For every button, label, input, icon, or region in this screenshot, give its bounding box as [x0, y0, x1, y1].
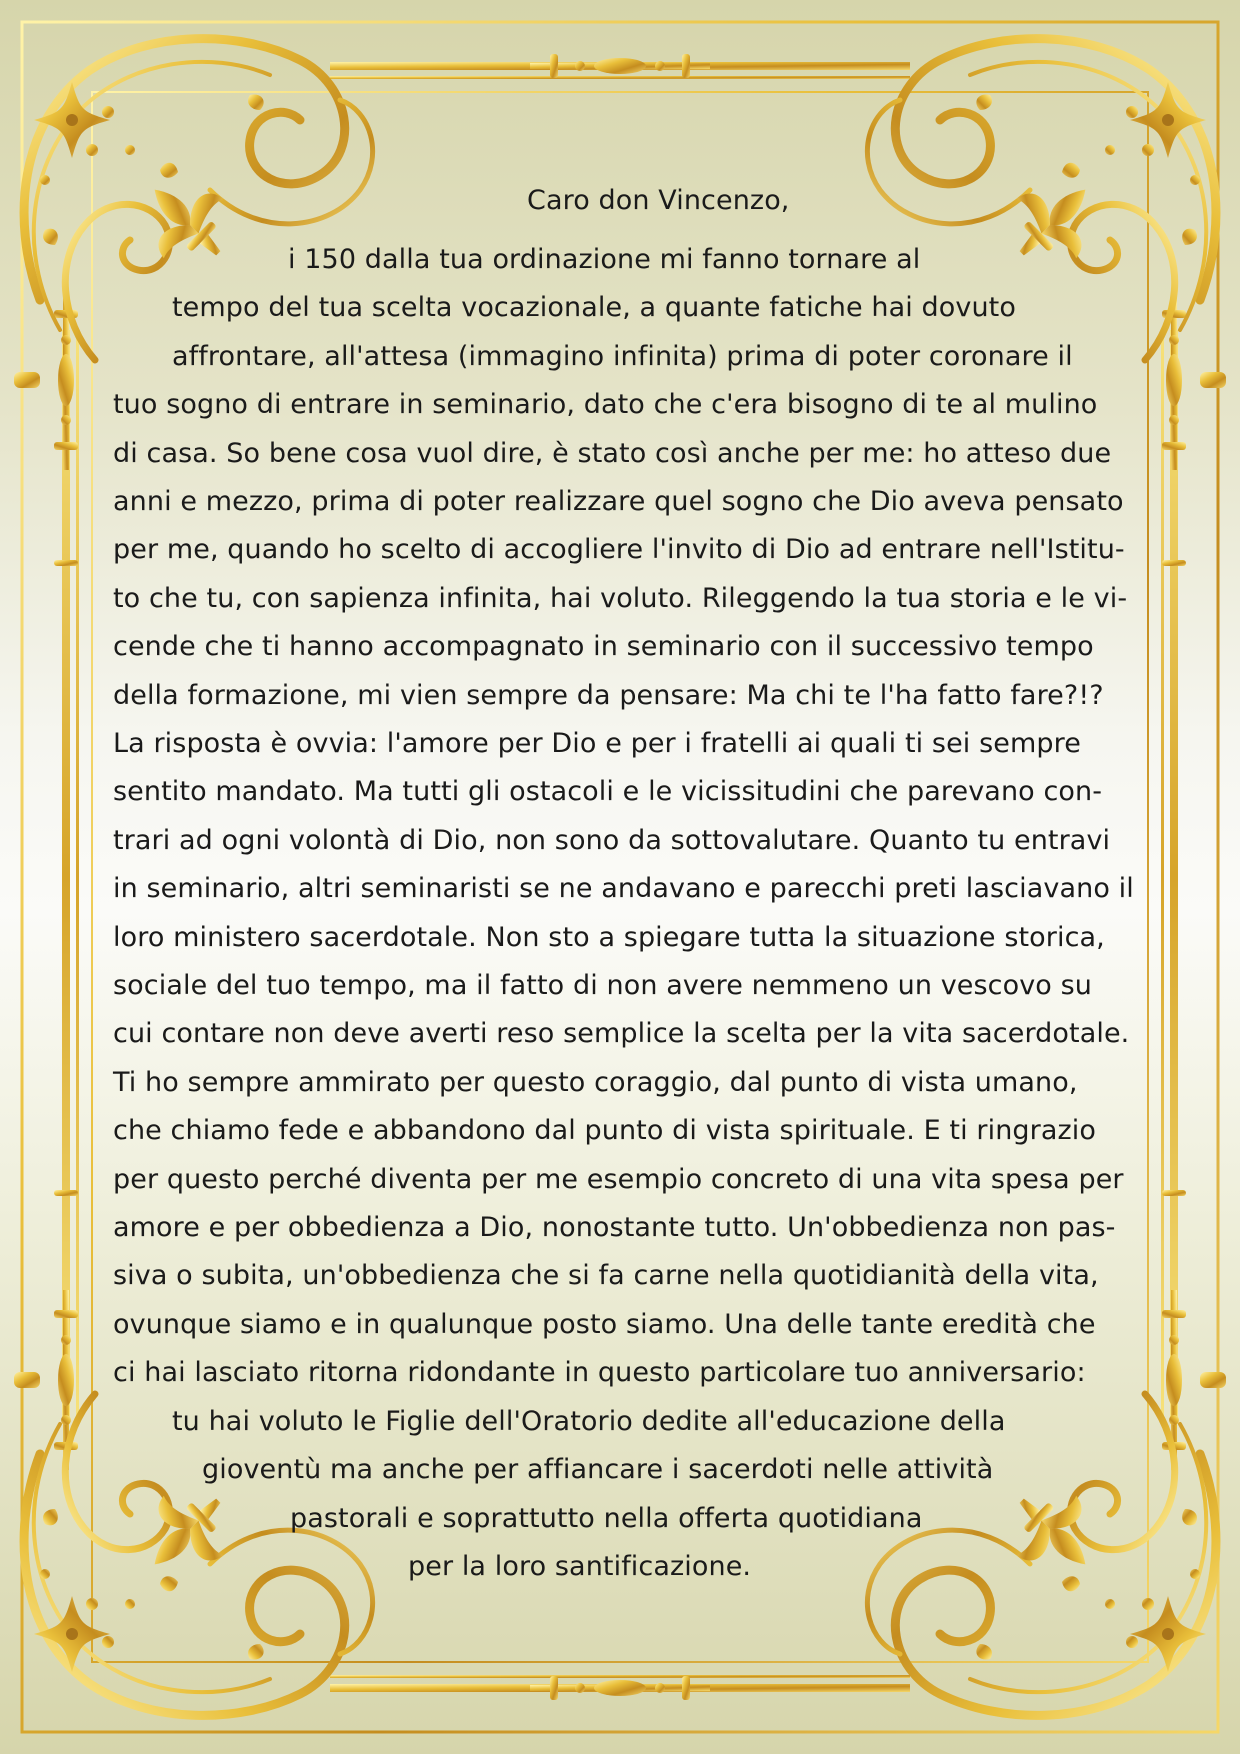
- letter-line: tempo del tua scelta vocazionale, a quante fatiche hai dovuto: [172, 292, 1016, 323]
- letter-line: che chiamo fede e abbandono dal punto di vista spirituale. E ti ringrazio: [113, 1115, 1096, 1146]
- letter-line: cui contare non deve averti reso semplice la scelta per la vita sacerdotale.: [113, 1018, 1130, 1049]
- letter-line: tuo sogno di entrare in seminario, dato che c'era bisogno di te al mulino: [113, 389, 1098, 420]
- letter-line: loro ministero sacerdotale. Non sto a spiegare tutta la situazione storica,: [113, 922, 1105, 953]
- letter-line: pastorali e soprattutto nella offerta quotidiana: [290, 1503, 923, 1534]
- letter-line: trari ad ogni volontà di Dio, non sono da sottovalutare. Quanto tu entravi: [113, 825, 1111, 856]
- letter-line: anni e mezzo, prima di poter realizzare quel sogno che Dio aveva pensato: [113, 486, 1124, 517]
- letter-line: i 150 dalla tua ordinazione mi fanno tornare al: [288, 244, 921, 275]
- letter-line: cende che ti hanno accompagnato in seminario con il successivo tempo: [113, 631, 1094, 662]
- letter-line: ci hai lasciato ritorna ridondante in questo particolare tuo anniversario:: [113, 1357, 1086, 1388]
- letter-salutation: Caro don Vincenzo,: [527, 185, 790, 216]
- letter-line: di casa. So bene cosa vuol dire, è stato così anche per me: ho atteso due: [113, 438, 1112, 469]
- letter-line: in seminario, altri seminaristi se ne andavano e parecchi preti lasciavano il: [113, 873, 1134, 904]
- letter-line: tu hai voluto le Figlie dell'Oratorio dedite all'educazione della: [172, 1406, 1006, 1437]
- letter-line: per questo perché diventa per me esempio concreto di una vita spesa per: [113, 1164, 1124, 1195]
- letter-line: amore e per obbedienza a Dio, nonostante tutto. Un'obbedienza non pas-: [113, 1212, 1116, 1243]
- letter-line: per me, quando ho scelto di accogliere l'invito di Dio ad entrare nell'Istitu-: [113, 534, 1125, 565]
- letter-line: per la loro santificazione.: [408, 1551, 752, 1582]
- letter-line: della formazione, mi vien sempre da pensare: Ma chi te l'ha fatto fare?!?: [113, 680, 1104, 711]
- letter-line: ovunque siamo e in qualunque posto siamo. Una delle tante eredità che: [113, 1309, 1096, 1340]
- letter-line: sentito mandato. Ma tutti gli ostacoli e le vicissitudini che parevano con-: [113, 776, 1103, 807]
- letter-line: siva o subita, un'obbedienza che si fa carne nella quotidianità della vita,: [113, 1260, 1099, 1291]
- letter-line: sociale del tuo tempo, ma il fatto di non avere nemmeno un vescovo su: [113, 970, 1092, 1001]
- letter-line: La risposta è ovvia: l'amore per Dio e per i fratelli ai quali ti sei sempre: [113, 728, 1081, 759]
- letter-line: to che tu, con sapienza infinita, hai voluto. Rileggendo la tua storia e le vi-: [113, 583, 1128, 614]
- letter-line: Ti ho sempre ammirato per questo coraggio, dal punto di vista umano,: [113, 1067, 1078, 1098]
- letter-line: affrontare, all'attesa (immagino infinita) prima di poter coronare il: [172, 341, 1073, 372]
- letter-line: gioventù ma anche per affiancare i sacerdoti nelle attività: [202, 1454, 994, 1485]
